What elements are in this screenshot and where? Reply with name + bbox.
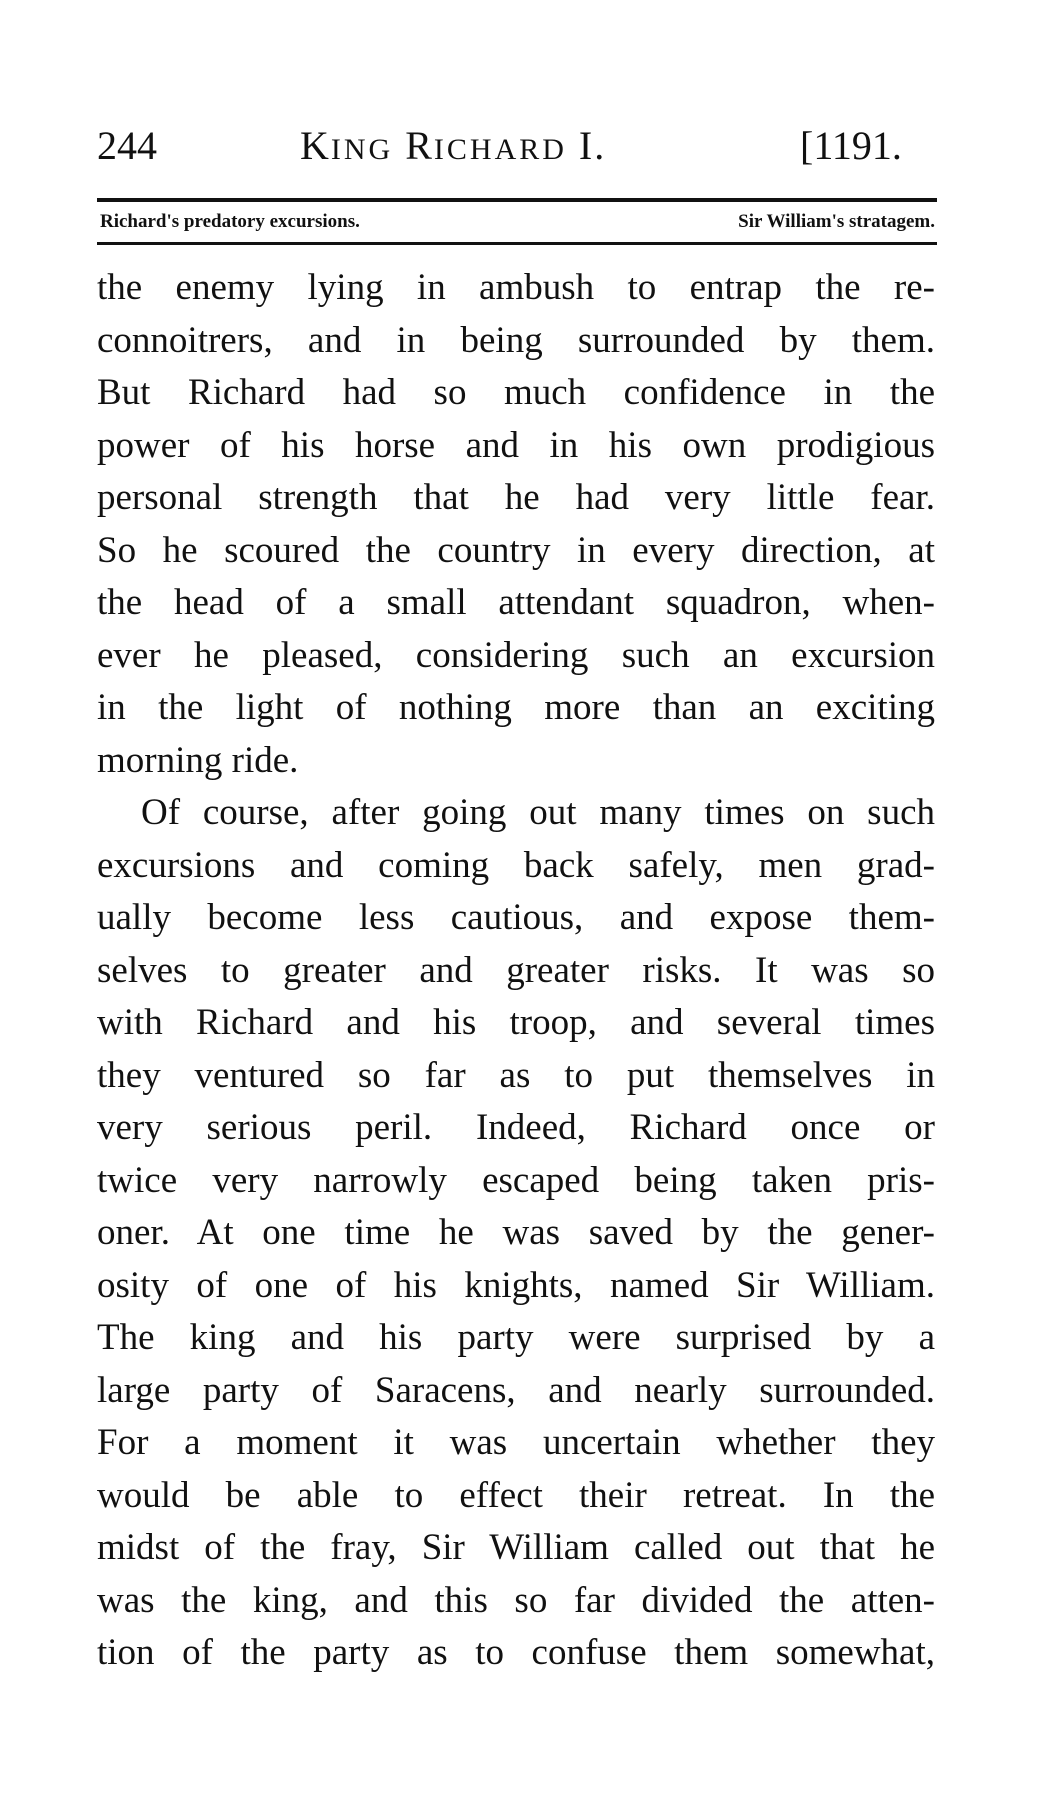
text-line: osity of one of his knights, named Sir William. xyxy=(97,1264,935,1306)
text-line: oner. At one time he was saved by the gener- xyxy=(97,1212,935,1253)
header-year: [1191. xyxy=(800,123,902,168)
text-line: the head of a small attendant squadron, when- xyxy=(97,582,935,623)
text-line: large party of Saracens, and nearly surrounded. xyxy=(97,1369,935,1411)
text-line: with Richard and his troop, and several times xyxy=(97,1002,935,1043)
text-line: For a moment it was uncertain whether they xyxy=(97,1422,935,1463)
text-line: they ventured so far as to put themselves in xyxy=(97,1054,935,1096)
text-line: Of course, after going out many times on such xyxy=(141,792,935,833)
text-line: would be able to effect their retreat. In the xyxy=(97,1474,935,1516)
text-line: ually become less cautious, and expose them- xyxy=(97,897,935,938)
header-rule-bottom xyxy=(97,242,937,245)
text-line: So he scoured the country in every direction, at xyxy=(97,529,935,571)
page-number: 244 xyxy=(97,123,157,168)
running-title xyxy=(300,118,606,174)
text-line: morning ride. xyxy=(97,739,299,781)
text-line: in the light of nothing more than an exciting xyxy=(97,687,935,728)
header-rule-top xyxy=(97,198,937,202)
title-r: R xyxy=(405,123,434,168)
subheader-left: Richard's predatory excursions. xyxy=(100,211,360,232)
text-line: very serious peril. Indeed, Richard once or xyxy=(97,1107,935,1148)
text-line: selves to greater and greater risks. It was so xyxy=(97,949,935,991)
text-line: twice very narrowly escaped being taken pris- xyxy=(97,1159,935,1201)
text-line: connoitrers, and in being surrounded by them. xyxy=(97,319,935,361)
title-k: K xyxy=(300,123,331,168)
subheader-right: Sir William's stratagem. xyxy=(738,211,935,232)
text-line: ever he pleased, considering such an excursion xyxy=(97,634,935,676)
text-line: the enemy lying in ambush to entrap the re- xyxy=(97,267,935,308)
title-ichard: ICHARD xyxy=(433,133,567,166)
text-line: The king and his party were surprised by a xyxy=(97,1317,935,1358)
title-numeral: I. xyxy=(566,123,607,168)
text-line: tion of the party as to confuse them somewhat, xyxy=(97,1632,935,1673)
text-line: power of his horse and in his own prodigious xyxy=(97,424,935,466)
title-ing: ING xyxy=(330,133,394,166)
text-line: personal strength that he had very little fear. xyxy=(97,477,935,518)
text-line: was the king, and this so far divided the atten- xyxy=(97,1579,935,1621)
text-line: midst of the fray, Sir William called out that he xyxy=(97,1527,935,1568)
text-line: excursions and coming back safely, men grad- xyxy=(97,844,935,886)
text-line: But Richard had so much confidence in the xyxy=(97,372,935,413)
body-text xyxy=(97,262,935,1680)
